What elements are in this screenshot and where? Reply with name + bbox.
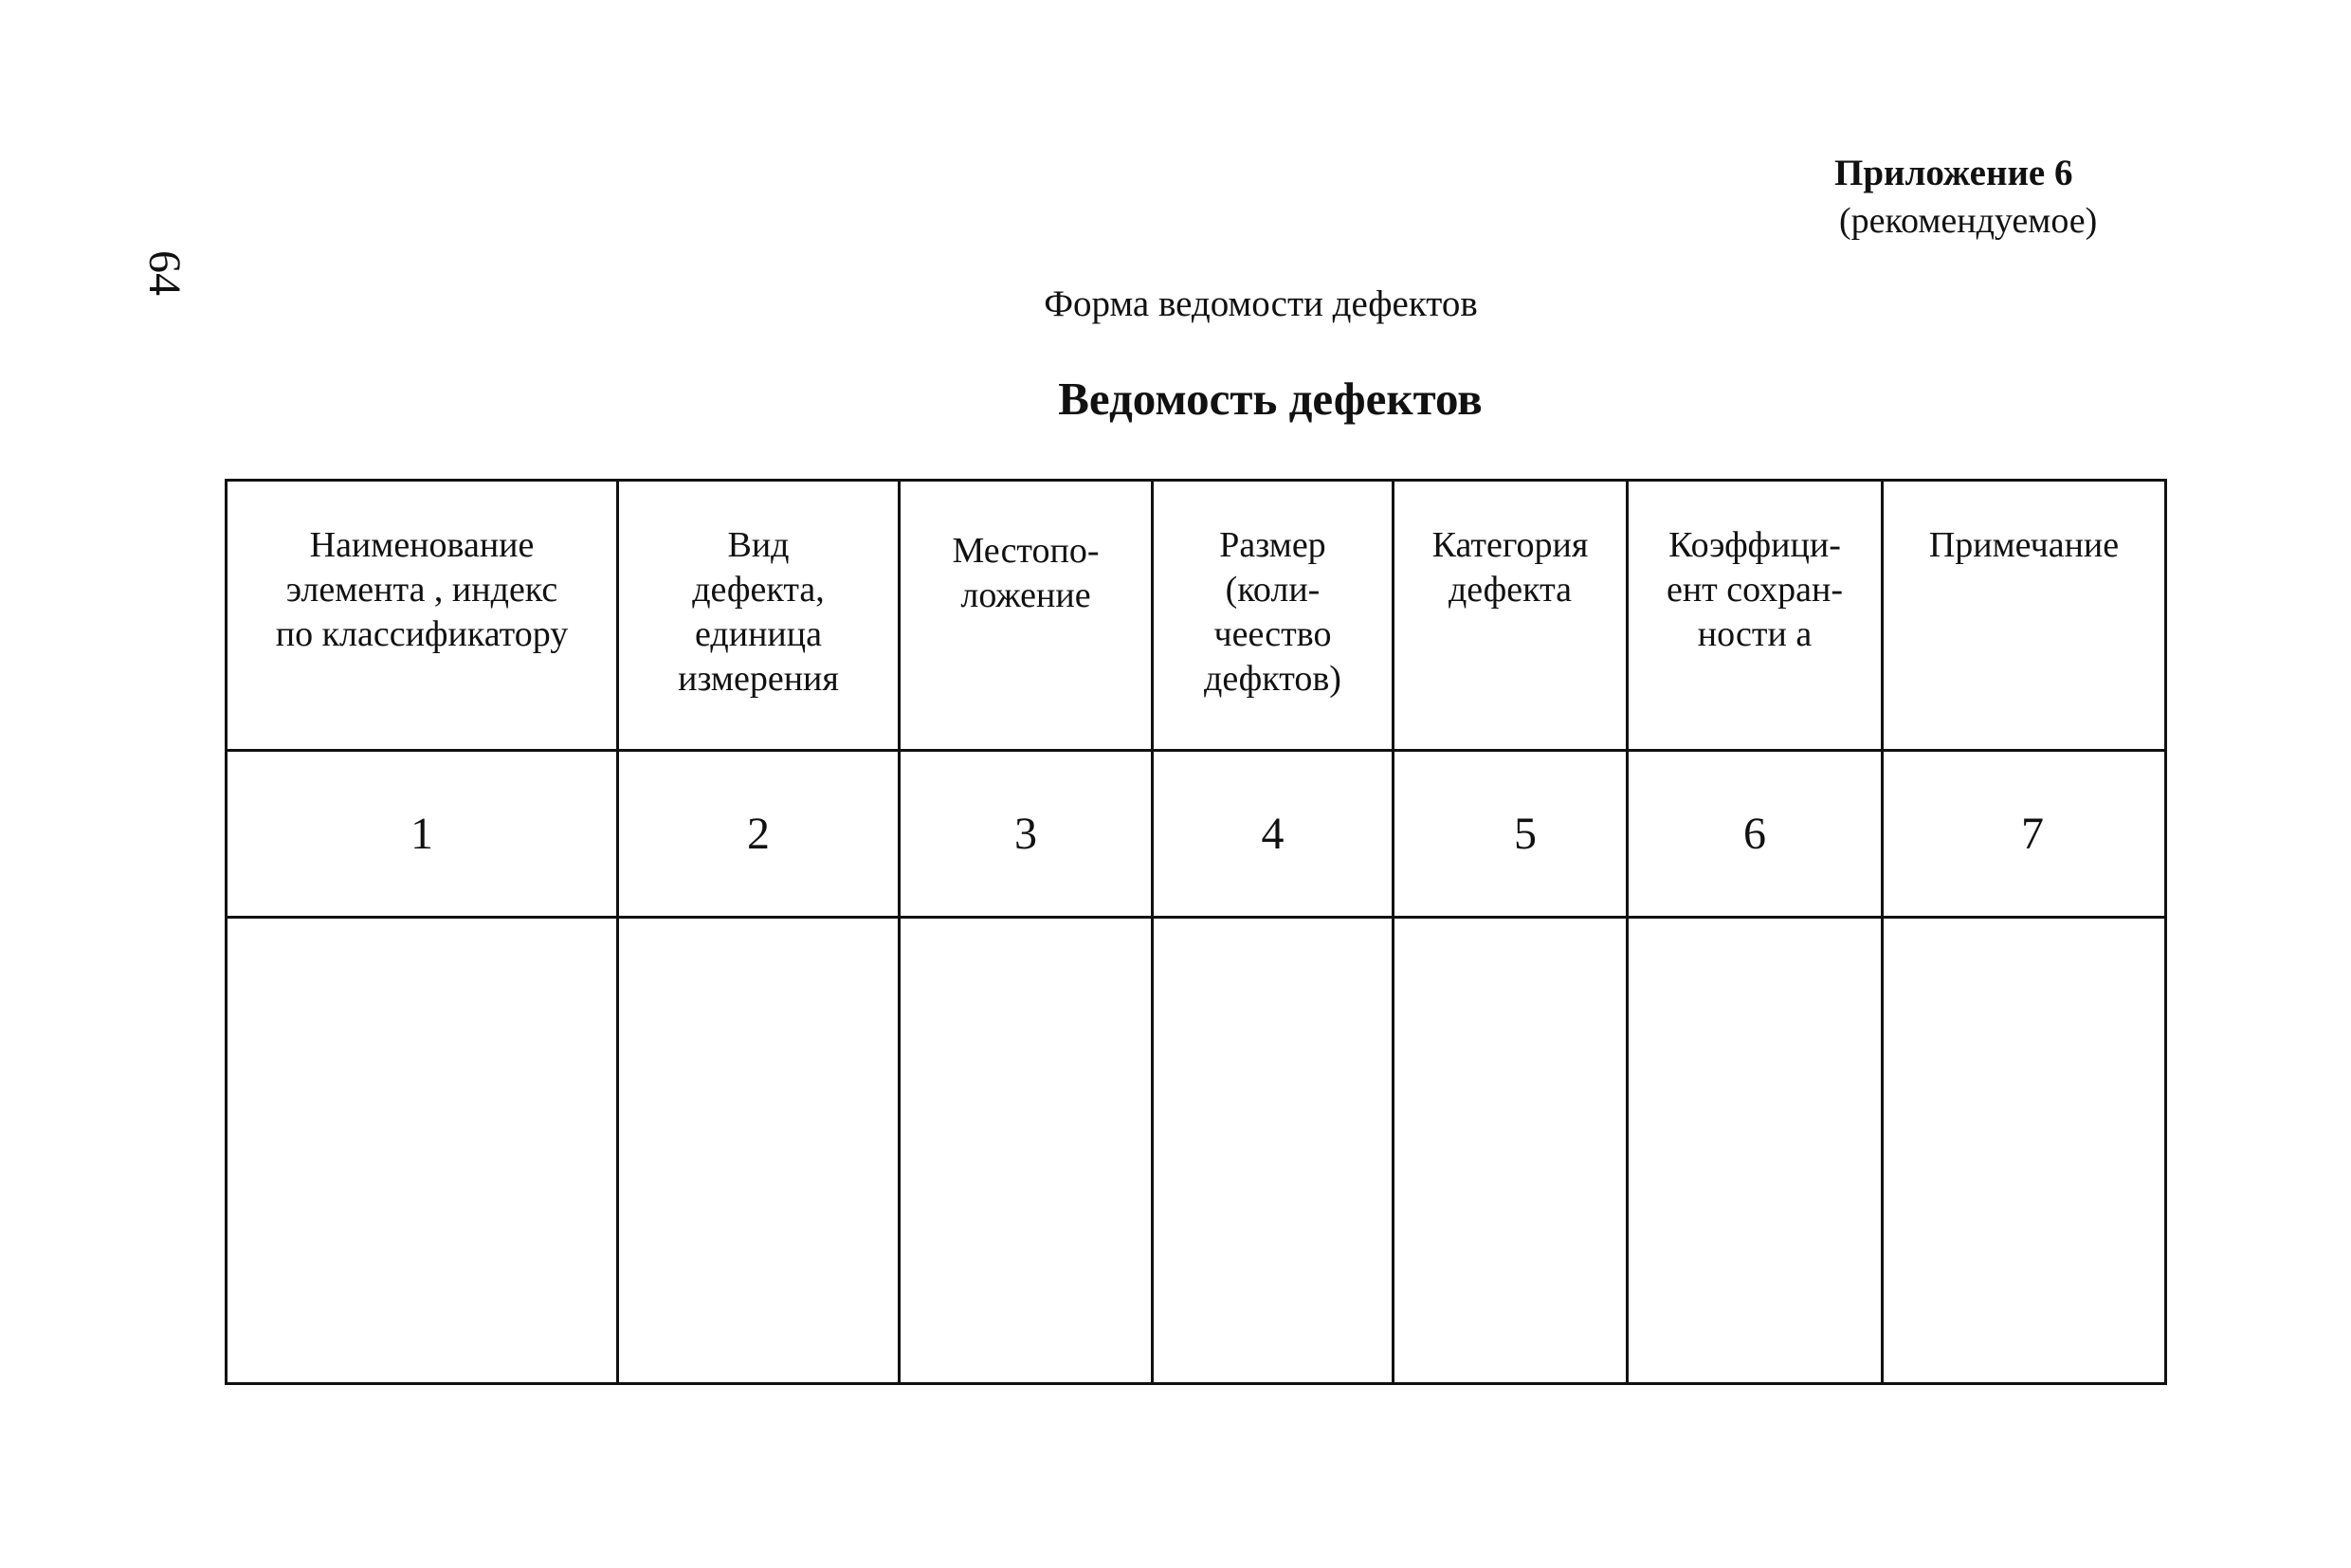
empty-table-cell (1394, 918, 1628, 1384)
empty-table-cell (227, 918, 618, 1384)
header-cell-size: Размер (коли- чеество дефктов) (1153, 481, 1394, 751)
column-number-row (227, 751, 2166, 918)
column-number-cell: 5 (1394, 751, 1628, 918)
header-cell-defect-category: Категория дефекта (1394, 481, 1628, 751)
empty-table-cell (618, 918, 900, 1384)
defects-table (225, 479, 2167, 1385)
defects-table-wrapper (225, 479, 2164, 1379)
form-title: Форма ведомости дефектов (1044, 283, 1478, 324)
column-number-cell: 7 (1883, 751, 2166, 918)
page-number: 64 (139, 250, 190, 296)
column-number-cell: 4 (1153, 751, 1394, 918)
document-title: Ведомость дефектов (1058, 373, 1483, 425)
column-number-cell: 3 (900, 751, 1153, 918)
empty-table-cell (900, 918, 1153, 1384)
column-number-cell: 1 (227, 751, 618, 918)
header-cell-preservation-coefficient: Коэффици- ент сохран- ности а (1628, 481, 1883, 751)
appendix-title: Приложение 6 (1834, 153, 2073, 193)
empty-table-cell (1883, 918, 2166, 1384)
column-number-cell: 2 (618, 751, 900, 918)
empty-table-cell (1153, 918, 1394, 1384)
header-cell-element-name: Наименование элемента , индекс по классификатору (227, 481, 618, 751)
table-header-row (227, 481, 2166, 751)
header-cell-note: Примечание (1883, 481, 2166, 751)
column-number-cell: 6 (1628, 751, 1883, 918)
header-cell-location: Местопо- ложение (900, 481, 1153, 751)
header-cell-defect-type: Вид дефекта, единица измерения (618, 481, 900, 751)
empty-table-cell (1628, 918, 1883, 1384)
appendix-subtitle: (рекомендуемое) (1839, 201, 2098, 241)
empty-entry-row (227, 918, 2166, 1384)
